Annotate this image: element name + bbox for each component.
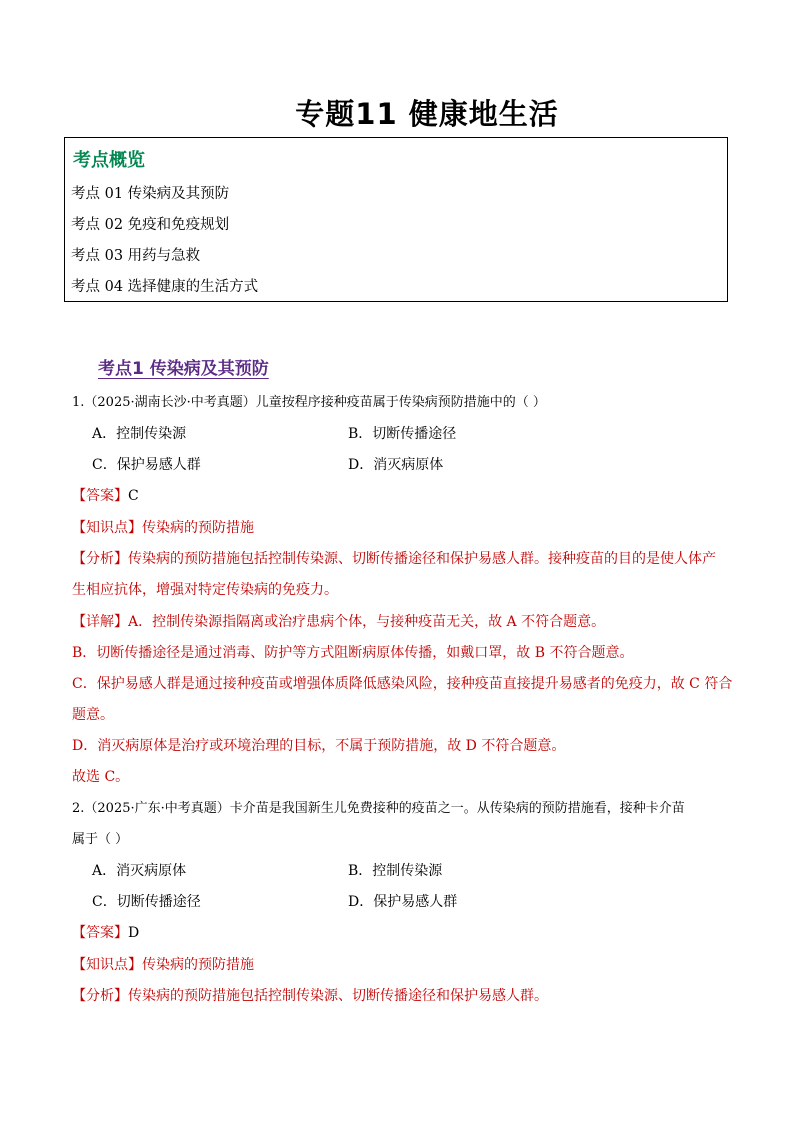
analysis-line (72, 549, 716, 569)
answer-tag: 【答案】 (72, 925, 128, 941)
overview-item: 考点 01 传染病及其预防 (71, 186, 230, 202)
option-c: C．切断传播途径 (92, 894, 201, 910)
option-d: D．保护易感人群 (348, 894, 458, 910)
knowledge-value: 传染病的预防措施 (142, 520, 254, 536)
detail-c-cont: 题意。 (72, 707, 114, 723)
question-stem: 2.（2025·广东·中考真题）卡介苗是我国新生儿免费接种的疫苗之一。从传染病的预防措施看，接种卡介苗 (72, 801, 685, 816)
detail-line (72, 612, 605, 632)
option-d: D．消灭病原体 (348, 457, 444, 473)
analysis-tag: 【分析】 (72, 551, 128, 567)
analysis-text: 传染病的预防措施包括控制传染源、切断传播途径和保护易感人群。 (128, 988, 548, 1004)
page-title: 专题11 健康地生活 (295, 97, 559, 131)
knowledge-value: 传染病的预防措施 (142, 957, 254, 973)
detail-d: D．消灭病原体是治疗或环境治理的目标，不属于预防措施，故 D 不符合题意。 (72, 738, 566, 754)
knowledge-line (72, 955, 254, 975)
overview-item: 考点 04 选择健康的生活方式 (71, 279, 259, 295)
answer-line (72, 486, 139, 506)
knowledge-tag: 【知识点】 (72, 957, 142, 973)
analysis-text-cont: 生相应抗体，增强对特定传染病的免疫力。 (72, 582, 338, 598)
option-a: A．控制传染源 (92, 426, 187, 442)
overview-box (64, 137, 728, 302)
knowledge-tag: 【知识点】 (72, 520, 142, 536)
answer-value: D (128, 925, 140, 941)
detail-b: B．切断传播途径是通过消毒、防护等方式阻断病原体传播，如戴口罩，故 B 不符合题意。 (72, 645, 634, 661)
overview-item: 考点 02 免疫和免疫规划 (71, 217, 230, 233)
option-a: A．消灭病原体 (92, 863, 187, 879)
knowledge-line (72, 518, 254, 538)
detail-a: A．控制传染源指隔离或治疗患病个体，与接种疫苗无关，故 A 不符合题意。 (128, 614, 606, 630)
section-title: 考点1 传染病及其预防 (98, 359, 269, 379)
answer-line (72, 923, 139, 943)
analysis-line (72, 986, 548, 1006)
analysis-text: 传染病的预防措施包括控制传染源、切断传播途径和保护易感人群。接种疫苗的目的是使人体产 (128, 551, 716, 567)
option-b: B．控制传染源 (348, 863, 443, 879)
overview-item: 考点 03 用药与急救 (71, 248, 201, 264)
question-stem: 1.（2025·湖南长沙·中考真题）儿童按程序接种疫苗属于传染病预防措施中的（ ） (72, 395, 546, 410)
conclusion: 故选 C。 (72, 769, 130, 785)
detail-c: C．保护易感人群是通过接种疫苗或增强体质降低感染风险，接种疫苗直接提升易感者的免疫力，故 C 符合 (72, 676, 733, 692)
question-stem-cont: 属于（ ） (72, 832, 129, 847)
answer-tag: 【答案】 (72, 488, 128, 504)
detail-tag: 【详解】 (72, 614, 128, 630)
option-c: C．保护易感人群 (92, 457, 201, 473)
option-b: B．切断传播途径 (348, 426, 457, 442)
overview-heading: 考点概览 (73, 150, 145, 171)
answer-value: C (128, 488, 139, 504)
analysis-tag: 【分析】 (72, 988, 128, 1004)
